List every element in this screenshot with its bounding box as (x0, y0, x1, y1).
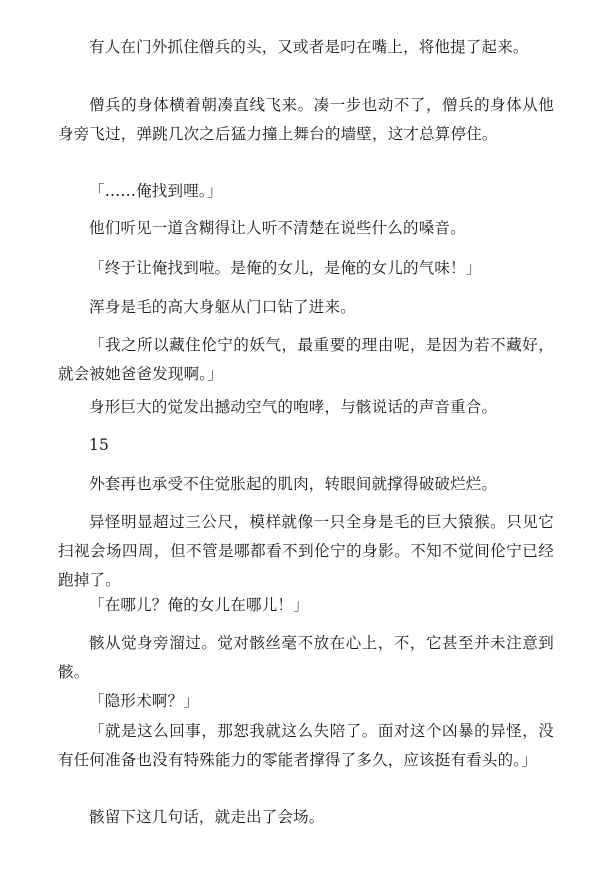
paragraph-6: 浑身是毛的高大身躯从门口钻了进来。 (89, 298, 356, 316)
paragraph-8: 身形巨大的觉发出撼动空气的咆哮，与骸说话的声音重合。 (89, 398, 498, 416)
paragraph-7: 「我之所以藏住伦宁的妖气，最重要的理由呢，是因为若不藏好，就会被她爸爸发现啊。」 (58, 336, 554, 383)
paragraph-13: 「隐形术啊？」 (89, 692, 199, 710)
paragraph-12: 骸从觉身旁溜过。觉对骸丝毫不放在心上，不，它甚至并未注意到骸。 (58, 634, 554, 681)
paragraph-3: 「……俺找到哩。」 (89, 182, 223, 200)
paragraph-14: 「就是这么回事，那恕我就这么失陪了。面对这个凶暴的异怪，没有任何准备也没有特殊能力的零能者撑得了多久，应该挺有看头的。」 (58, 722, 554, 769)
paragraph-4: 他们听见一道含糊得让人听不清楚在说些什么的嗓音。 (89, 219, 466, 237)
paragraph-15: 骸留下这几句话，就走出了会场。 (89, 808, 325, 826)
paragraph-10: 异怪明显超过三公尺，模样就像一只全身是毛的巨大猿猴。只见它扫视会场四周，但不管是哪都看不到伦宁的身影。不知不觉间伦宁已经跑掉了。 (58, 513, 554, 589)
page-number: 15 (89, 436, 110, 454)
paragraph-11: 「在哪儿？俺的女儿在哪儿！」 (89, 596, 309, 614)
paragraph-9: 外套再也承受不住觉胀起的肌肉，转眼间就撑得破破烂烂。 (89, 475, 498, 493)
paragraph-1: 有人在门外抓住僧兵的头，又或者是叼在嘴上，将他提了起来。 (89, 38, 529, 56)
paragraph-5: 「终于让俺找到啦。是俺的女儿，是俺的女儿的气味！」 (89, 259, 482, 277)
paragraph-2: 僧兵的身体横着朝凑直线飞来。凑一步也动不了，僧兵的身体从他身旁飞过，弹跳几次之后猛力撞上舞台的墙壁，这才总算停住。 (58, 96, 554, 143)
